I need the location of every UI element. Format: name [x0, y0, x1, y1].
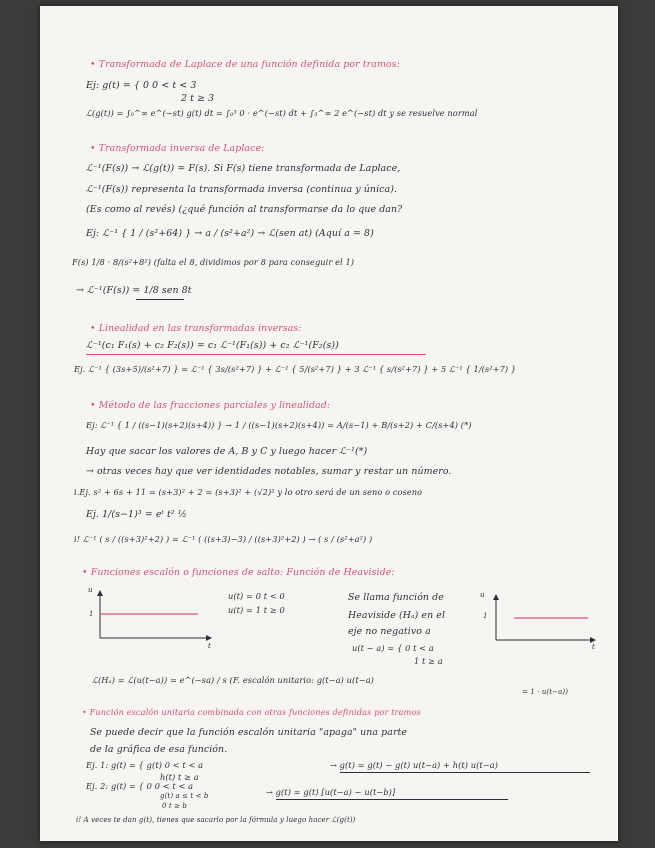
- heaviside-graph-right: [486, 592, 598, 650]
- example1-underline: [340, 772, 590, 773]
- inverse-def-line2: ℒ⁻¹(F(s)) representa la transformada inversa (continua y única).: [86, 184, 398, 195]
- escalon-example1-line1: Ej. 1: g(t) = { g(t) 0 < t < a: [86, 760, 204, 770]
- laplace-integral-line: ℒ(g(t)) = ∫₀^∞ e^(−st) g(t) dt = ∫₀³ 0 · e^(−st) dt + ∫₃^∞ 2 e^(−st) dt y se resuelve normal: [86, 108, 478, 118]
- heading-laplace-por-tramos: • Transformada de Laplace de una función definida por tramos:: [90, 59, 400, 70]
- exp-example: Ej. 1/(s−1)³ = eᵗ t² ½: [86, 509, 187, 520]
- heaviside-def-line2: u(t) = 1 t ≥ 0: [228, 605, 285, 615]
- example2-underline: [276, 799, 508, 800]
- partial-fractions-note: Hay que sacar los valores de A, B y C y luego hacer ℒ⁻¹(*): [86, 446, 368, 457]
- escalon-note-line2: de la gráfica de esa función.: [90, 744, 228, 755]
- inverse-def-line3: (Es como al revés) (¿qué función al transformarse da lo que dan?: [86, 204, 403, 215]
- escalon-note-line1: Se puede decir que la función escalón unitaria "apaga" una parte: [90, 727, 408, 738]
- escalon-example1-result: → g(t) = g(t) − g(t) u(t−a) + h(t) u(t−a): [330, 760, 499, 770]
- shift-example: i! ℒ⁻¹ ( s / ((s+3)²+2) ) = ℒ⁻¹ ( ((s+3)−3) / ((s+3)²+2) ) → ( s / (s²+a²) ): [74, 534, 373, 544]
- graph-left-x-label: t: [208, 642, 211, 650]
- example-piecewise-line2: 2 t ≥ 3: [181, 93, 215, 104]
- heaviside-laplace-formula-cont: = 1 · u(t−a)): [522, 688, 569, 696]
- result-underline: [136, 299, 184, 300]
- example-piecewise-line1: Ej: g(t) = { 0 0 < t < 3: [86, 80, 197, 91]
- notebook-page: [40, 6, 618, 841]
- heading-escalon-combinada: • Función escalón unitaria combinada con otras funciones definidas por tramos: [82, 707, 421, 717]
- escalon-example2-line2: g(t) a ≤ t < b: [160, 792, 209, 800]
- shifted-step-line2: 1 t ≥ a: [414, 656, 443, 666]
- escalon-example1-line2: h(t) t ≥ a: [160, 772, 199, 782]
- graph-left-y-label: u: [88, 586, 93, 594]
- linearity-formula: ℒ⁻¹(c₁ F₁(s) + c₂ F₂(s)) = c₁ ℒ⁻¹(F₁(s)) + c₂ ℒ⁻¹(F₂(s)): [86, 340, 339, 351]
- heaviside-def-line1: u(t) = 0 t < 0: [228, 591, 285, 601]
- inverse-example-result: → ℒ⁻¹(F(s)) = 1/8 sen 8t: [76, 285, 192, 296]
- heaviside-graph-left: [86, 588, 216, 648]
- partial-fractions-example: Ej: ℒ⁻¹ { 1 / ((s−1)(s+2)(s+4)) } → 1 / ((s−1)(s+2)(s+4)) = A/(s−1) + B/(s+2) + C/(s+4) (*): [86, 420, 472, 430]
- heading-transformada-inversa: • Transformada inversa de Laplace:: [90, 143, 265, 154]
- identities-example: i.Ej. s² + 6s + 11 = (s+3)² + 2 = (s+3)² + (√2)² y lo otro será de un seno o coseno: [74, 487, 423, 497]
- inverse-example-line1: Ej: ℒ⁻¹ { 1 / (s²+64) } → a / (s²+a²) → ℒ(sen at) (Aquí a = 8): [86, 228, 374, 239]
- inverse-def-line1: ℒ⁻¹(F(s)) → ℒ(g(t)) = F(s). Si F(s) tiene transformada de Laplace,: [86, 163, 401, 174]
- graph-right-x-label: t: [592, 643, 595, 651]
- graph-right-level: 1: [483, 612, 488, 620]
- escalon-example2-result: → g(t) = g(t) [u(t−a) − u(t−b)]: [266, 787, 396, 797]
- heaviside-laplace-formula: ℒ(Hₐ) = ℒ(u(t−a)) = e^(−sa) / s (F. escalón unitario: g(t−a) u(t−a): [92, 675, 374, 685]
- heaviside-text-line1: Se llama función de: [348, 592, 444, 603]
- escalon-final-note: i! A veces te dan g(t), tienes que sacarlo por la fórmula y luego hacer ℒ(g(t)): [76, 816, 356, 824]
- linearity-example: Ej. ℒ⁻¹ { (3s+5)/(s²+7) } = ℒ⁻¹ { 3s/(s²+7) } + ℒ⁻¹ { 5/(s²+7) } + 3 ℒ⁻¹ { s/(s²+7) } + 5 ℒ⁻¹ { 1/(s²+7) }: [74, 364, 517, 374]
- heading-linealidad: • Linealidad en las transformadas inversas:: [90, 323, 302, 334]
- linearity-underline: [86, 354, 426, 355]
- inverse-example-line2: F(s) 1/8 · 8/(s²+8²) (falta el 8, dividimos por 8 para conseguir el 1): [72, 257, 355, 267]
- heading-heaviside: • Funciones escalón o funciones de salto: Función de Heaviside:: [82, 567, 395, 578]
- shifted-step-line1: u(t − a) = { 0 t < a: [352, 643, 434, 653]
- graph-left-level: 1: [89, 610, 94, 618]
- escalon-example2-line1: Ej. 2: g(t) = { 0 0 < t < a: [86, 781, 194, 791]
- heaviside-text-line2: Heaviside (Hₐ) en el: [348, 610, 446, 621]
- heading-fracciones-parciales: • Método de las fracciones parciales y linealidad:: [90, 400, 331, 411]
- escalon-example2-line3: 0 t ≥ b: [162, 802, 187, 810]
- heaviside-text-line3: eje no negativo a: [348, 626, 431, 637]
- graph-right-y-label: u: [480, 591, 485, 599]
- identities-note: → otras veces hay que ver identidades notables, sumar y restar un número.: [86, 466, 452, 477]
